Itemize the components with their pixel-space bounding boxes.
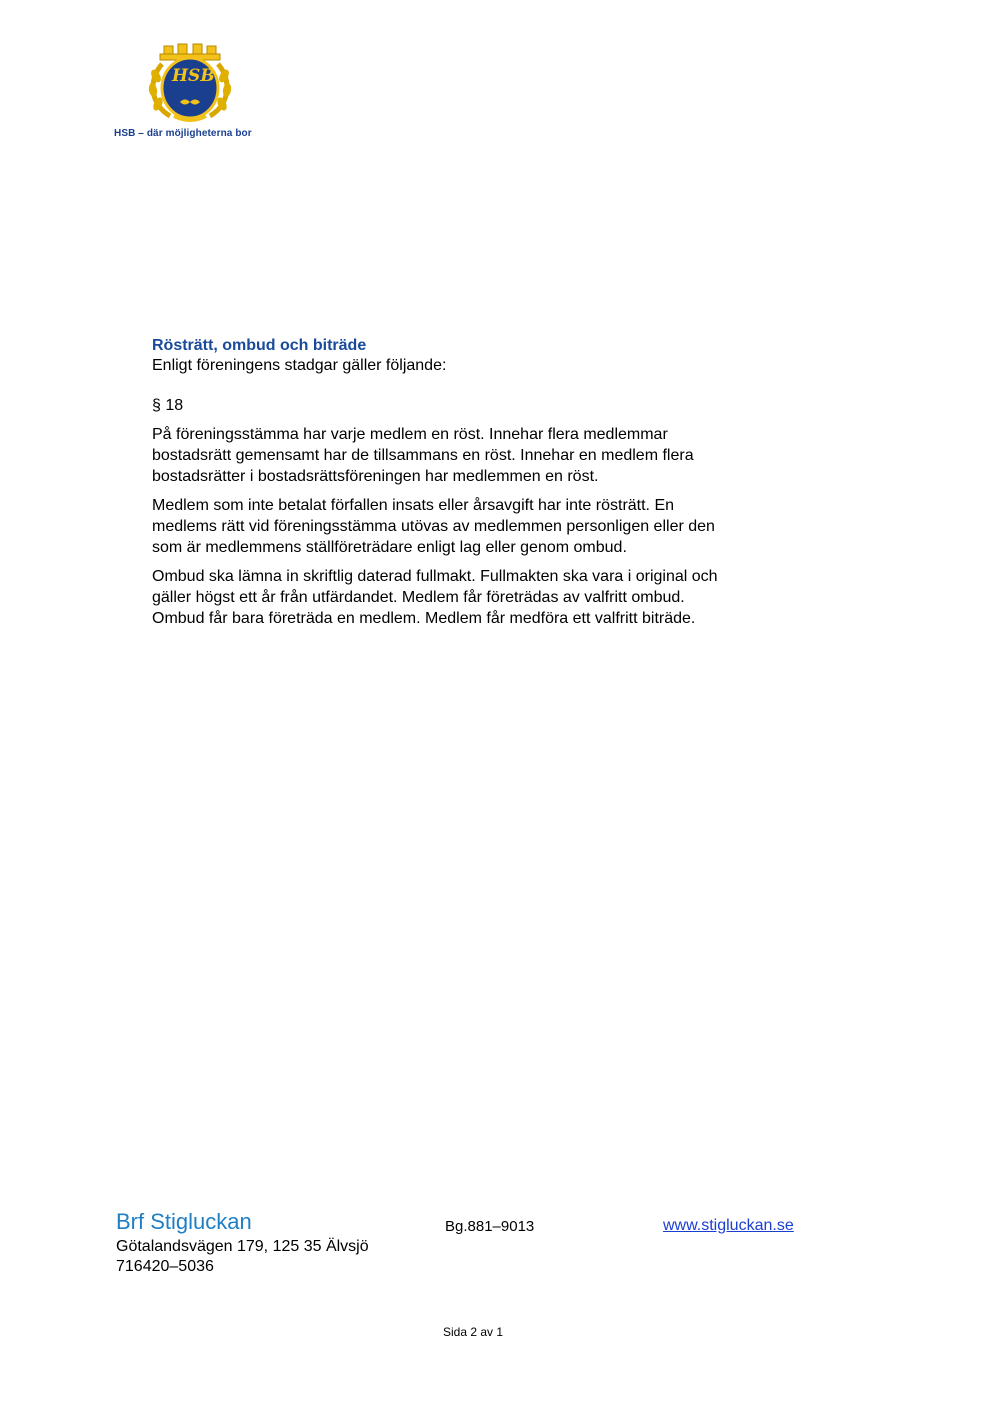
page-indicator: Sida 2 av 1 [442, 1325, 504, 1339]
logo-emblem-text: HSB [172, 66, 215, 86]
hsb-logo [114, 42, 264, 144]
paragraph-eligibility: Medlem som inte betalat förfallen insats eller årsavgift har inte rösträtt. En medlems rätt vid föreningsstämma utövas av medlemmen personligen eller den som är medlemmens ställföreträdare enligt lag eller genom ombud. [152, 497, 715, 556]
footer-address: Götalandsvägen 179, 125 35 Älvsjö [116, 1238, 369, 1255]
paragraph-number: § 18 [152, 397, 184, 414]
section-intro: Enligt föreningens stadgar gäller följande: [152, 357, 447, 374]
document-body [152, 336, 832, 637]
footer-org-number: 716420–5036 [116, 1258, 214, 1275]
footer-website-link[interactable]: www.stigluckan.se [663, 1217, 794, 1234]
paragraph-voting: På föreningsstämma har varje medlem en röst. Innehar flera medlemmar bostadsrätt gemensamt har de tillsammans en röst. Innehar en medlem flera bostadsrätter i bostadsrättsföreningen har medlemmen en röst. [152, 426, 694, 485]
logo-tagline: HSB – där möjligheterna bor [114, 128, 252, 139]
paragraph-proxy: Ombud ska lämna in skriftlig daterad fullmakt. Fullmakten ska vara i original och gäller högst ett år från utfärdandet. Medlem får företrädas av valfritt ombud. Ombud får bara företräda en medlem. Medlem får medföra ett valfritt biträde. [152, 568, 718, 627]
footer-bankgiro: Bg.881–9013 [445, 1218, 535, 1235]
section-heading: Rösträtt, ombud och biträde [152, 337, 367, 354]
footer-association-name: Brf Stigluckan [116, 1209, 252, 1234]
